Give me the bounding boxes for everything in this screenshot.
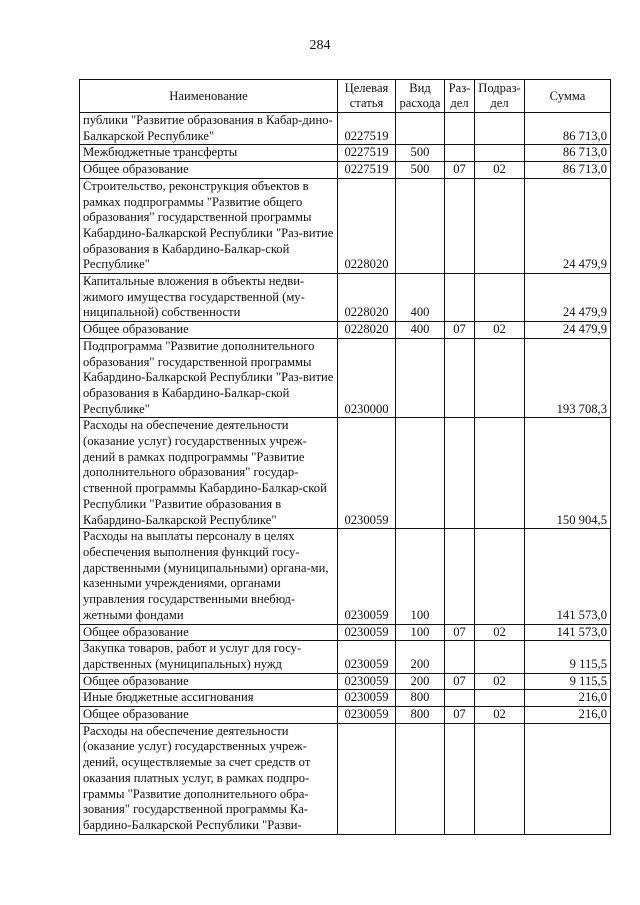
table-row [80,723,611,834]
cell-kind [396,723,445,834]
cell-target: 0230059 [338,673,396,690]
cell-subsection [475,529,525,624]
cell-kind: 200 [396,673,445,690]
cell-name: Общее образование [80,624,338,641]
cell-subsection [475,274,525,322]
cell-section [445,529,475,624]
cell-section [445,723,475,834]
cell-section [445,145,475,162]
cell-name: Общее образование [80,673,338,690]
cell-section: 07 [445,673,475,690]
cell-kind: 100 [396,529,445,624]
cell-target: 0230059 [338,641,396,673]
cell-name: Расходы на обеспечение деятельности (оказание услуг) государственных учреж-дений, осуществляемые за счет средств от оказания платных услуг, в рамках подпро-граммы "Развитие дополнительного обра-зования" государственной программы Ка-бардино-Балкарской Республики "Разви- [80,723,338,834]
cell-section [445,274,475,322]
cell-kind [396,113,445,145]
cell-target [338,723,396,834]
table-row [80,529,611,624]
table-row [80,641,611,673]
cell-subsection [475,723,525,834]
cell-name: Иные бюджетные ассигнования [80,690,338,707]
cell-target: 0230059 [338,707,396,724]
cell-target: 0228020 [338,178,396,273]
cell-kind: 100 [396,624,445,641]
cell-section: 07 [445,707,475,724]
cell-amount: 86 713,0 [525,145,611,162]
cell-kind [396,418,445,529]
cell-subsection [475,113,525,145]
cell-section [445,690,475,707]
cell-target: 0230059 [338,690,396,707]
cell-subsection: 02 [475,624,525,641]
cell-target: 0230059 [338,418,396,529]
cell-amount: 141 573,0 [525,624,611,641]
table-header-row [80,80,611,113]
cell-subsection: 02 [475,673,525,690]
table-row [80,113,611,145]
table-row [80,673,611,690]
header-subsection: Подраз- дел [475,80,525,113]
cell-target: 0230059 [338,529,396,624]
cell-name: Расходы на обеспечение деятельности (оказание услуг) государственных учреж-дений в рамках подпрограммы "Развитие дополнительного образования" государ-ственной программы Кабардино-Балкар-ской Республики "Развитие образования в Кабардино-Балкарской Республике" [80,418,338,529]
cell-kind [396,178,445,273]
cell-kind: 200 [396,641,445,673]
table-row [80,322,611,339]
cell-amount: 193 708,3 [525,338,611,418]
cell-amount [525,723,611,834]
cell-kind: 500 [396,145,445,162]
cell-kind: 800 [396,690,445,707]
cell-name: Подпрограмма "Развитие дополнительного образования" государственной программы Кабардино-Балкарской Республики "Раз-витие образования в Кабардино-Балкар-ской Республике" [80,338,338,418]
cell-section [445,418,475,529]
cell-kind: 500 [396,162,445,179]
cell-amount: 24 479,9 [525,178,611,273]
header-expense-kind: Вид расхода [396,80,445,113]
header-target-article: Целевая статья [338,80,396,113]
cell-kind: 400 [396,274,445,322]
cell-name: Строительство, реконструкция объектов в рамках подпрограммы "Развитие общего образования" государственной программы Кабардино-Балкарской Республики "Раз-витие образования в Кабардино-Балкар-ской Республике" [80,178,338,273]
table-body [80,113,611,835]
cell-target: 0227519 [338,162,396,179]
cell-amount: 216,0 [525,707,611,724]
cell-subsection: 02 [475,162,525,179]
cell-name: Общее образование [80,162,338,179]
cell-section [445,113,475,145]
cell-amount: 9 115,5 [525,641,611,673]
cell-amount: 86 713,0 [525,113,611,145]
cell-target: 0227519 [338,113,396,145]
cell-target: 0230000 [338,338,396,418]
cell-name: Общее образование [80,707,338,724]
cell-target: 0227519 [338,145,396,162]
cell-kind [396,338,445,418]
cell-name: Закупка товаров, работ и услуг для госу-дарственных (муниципальных) нужд [80,641,338,673]
cell-subsection [475,690,525,707]
table-row [80,707,611,724]
table-row [80,338,611,418]
cell-subsection [475,145,525,162]
cell-subsection: 02 [475,707,525,724]
cell-kind: 800 [396,707,445,724]
table-row [80,178,611,273]
cell-subsection [475,338,525,418]
cell-amount: 9 115,5 [525,673,611,690]
cell-name: Расходы на выплаты персоналу в целях обеспечения выполнения функций госу-дарственными (муниципальными) органа-ми, казенными учреждениями, органами управления государственными внебюд-жетными фондами [80,529,338,624]
cell-subsection: 02 [475,322,525,339]
cell-amount: 216,0 [525,690,611,707]
cell-name: Межбюджетные трансферты [80,145,338,162]
page-number: 284 [309,38,331,53]
header-amount: Сумма [525,80,611,113]
header-section: Раз- дел [445,80,475,113]
cell-name: Капитальные вложения в объекты недви-жимого имущества государственной (му-ниципальной) собственности [80,274,338,322]
cell-amount: 150 904,5 [525,418,611,529]
table-row [80,418,611,529]
table-row [80,145,611,162]
table-row [80,162,611,179]
table-row [80,624,611,641]
cell-target: 0228020 [338,322,396,339]
cell-subsection [475,178,525,273]
cell-kind: 400 [396,322,445,339]
cell-amount: 24 479,9 [525,274,611,322]
cell-section: 07 [445,624,475,641]
cell-section: 07 [445,162,475,179]
cell-section [445,641,475,673]
cell-name: Общее образование [80,322,338,339]
cell-subsection [475,641,525,673]
table-row [80,274,611,322]
cell-amount: 141 573,0 [525,529,611,624]
header-name: Наименование [80,80,338,113]
cell-target: 0230059 [338,624,396,641]
cell-subsection [475,418,525,529]
cell-target: 0228020 [338,274,396,322]
cell-section [445,178,475,273]
cell-section: 07 [445,322,475,339]
cell-amount: 86 713,0 [525,162,611,179]
cell-section [445,338,475,418]
cell-name: публики "Развитие образования в Кабар-дино-Балкарской Республике" [80,113,338,145]
cell-amount: 24 479,9 [525,322,611,339]
table-row [80,690,611,707]
budget-table [79,79,611,835]
